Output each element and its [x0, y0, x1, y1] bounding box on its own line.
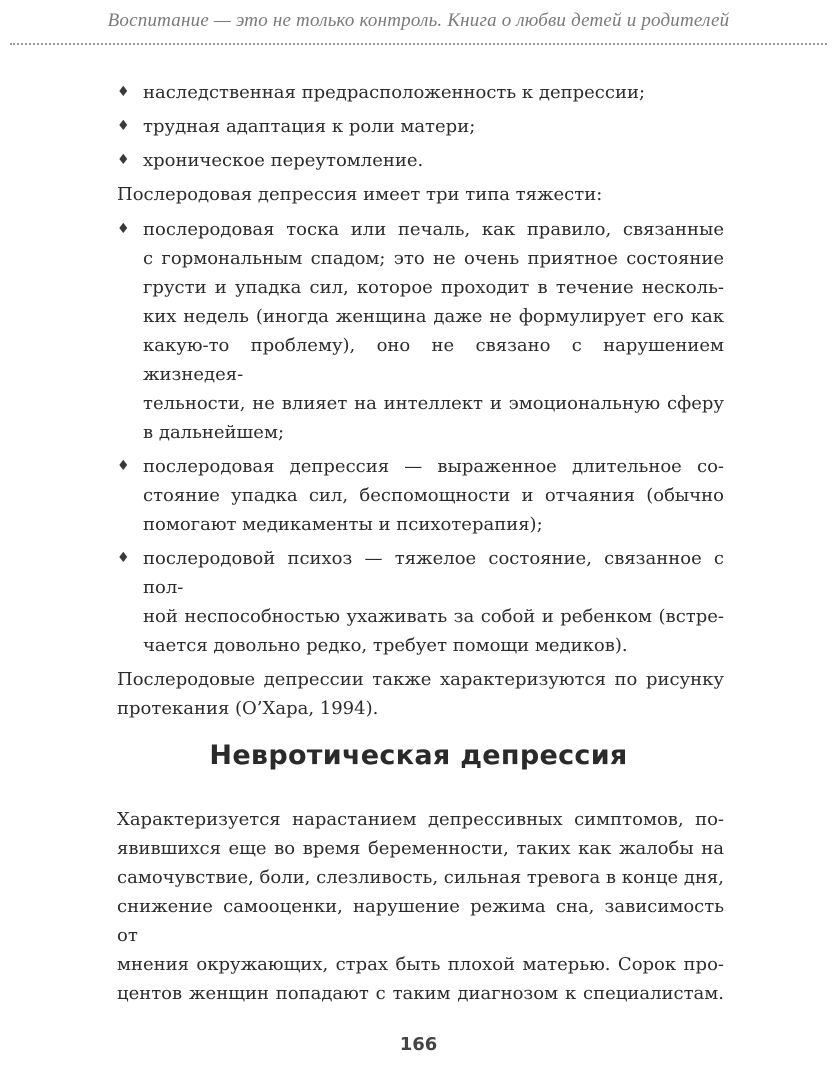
list-item-text: наследственная предрасположенность к депрессии;: [143, 82, 646, 103]
paragraph-pattern: [117, 665, 724, 723]
list-item-line: в дальнейшем;: [143, 422, 285, 443]
paragraph-line: Характеризуется нарастанием депрессивных симптомов, по-: [117, 809, 724, 830]
list-item-line: ной неспособностью ухаживать за собой и ребенком (встре-: [143, 606, 724, 627]
list-item-line: какую-то проблему), оно не связано с нарушением жизнедея-: [143, 335, 724, 385]
list-item: [117, 452, 724, 539]
section-heading: Невротическая депрессия: [209, 740, 628, 771]
severity-types-list: [117, 215, 724, 660]
page-body: [117, 78, 724, 729]
list-item-line: ких недель (иногда женщина даже не формулирует его как: [143, 306, 724, 327]
list-item-line: тельности, не влияет на интеллект и эмоциональную сферу: [143, 393, 724, 414]
list-item-line: помогают медикаменты и психотерапия);: [143, 514, 543, 535]
paragraph-line: протекания (О’Хара, 1994).: [117, 698, 379, 719]
list-item-line: послеродовая тоска или печаль, как правило, связанные: [143, 219, 724, 240]
paragraph-line: Послеродовая депрессия имеет три типа тяжести:: [117, 184, 603, 205]
page-number: 166: [399, 1034, 438, 1055]
list-item-line: с гормональным спадом; это не очень приятное состояние: [143, 248, 724, 269]
list-item-line: грусти и упадка сил, которое проходит в течение несколь-: [143, 277, 724, 298]
list-item: [117, 146, 724, 175]
header-dotted-rule: [10, 43, 827, 45]
list-item-line: чается довольно редко, требует помощи медиков).: [143, 635, 628, 656]
paragraph-line: явившихся еще во время беременности, таких как жалобы на: [117, 838, 724, 859]
running-header: Воспитание — это не только контроль. Книга о любви детей и родителей: [107, 10, 730, 31]
list-item: [117, 112, 724, 141]
paragraph-line: центов женщин попадают с таким диагнозом к специалистам.: [117, 983, 724, 1004]
paragraph-line: снижение самооценки, нарушение режима сна, зависимость от: [117, 896, 724, 946]
list-item: [117, 78, 724, 107]
paragraph-line: Послеродовые депрессии также характеризуются по рисунку: [117, 669, 724, 690]
list-item: [117, 544, 724, 660]
list-item-line: послеродовой психоз — тяжелое состояние, связанное с пол-: [143, 548, 724, 598]
diamond-bullet-icon: ♦: [117, 550, 130, 566]
list-item-line: послеродовая депрессия — выраженное длительное со-: [143, 456, 724, 477]
risk-factors-list: [117, 78, 724, 175]
paragraph-types: [117, 180, 724, 209]
diamond-bullet-icon: ♦: [117, 118, 130, 134]
diamond-bullet-icon: ♦: [117, 458, 130, 474]
paragraph-neurotic: [117, 805, 724, 1008]
list-item: [117, 215, 724, 447]
list-item-text: хроническое переутомление.: [143, 150, 424, 171]
list-item-line: стояние упадка сил, беспомощности и отчаяния (обычно: [143, 485, 724, 506]
diamond-bullet-icon: ♦: [117, 221, 130, 237]
paragraph-line: мнения окружающих, страх быть плохой матерью. Сорок про-: [117, 954, 724, 975]
diamond-bullet-icon: ♦: [117, 152, 130, 168]
list-item-text: трудная адаптация к роли матери;: [143, 116, 476, 137]
diamond-bullet-icon: ♦: [117, 84, 130, 100]
paragraph-line: самочувствие, боли, слезливость, сильная тревога в конце дня,: [117, 867, 724, 888]
